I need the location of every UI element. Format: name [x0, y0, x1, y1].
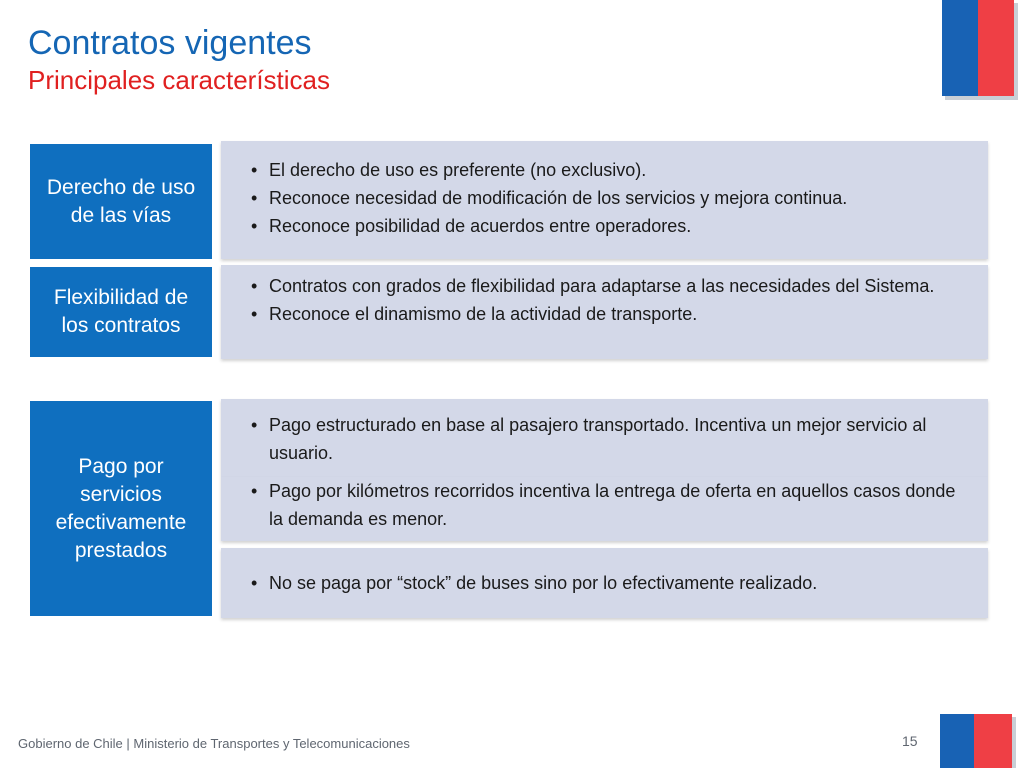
row-label-derecho-de-uso — [30, 144, 212, 259]
bullet-item: • Reconoce el dinamismo de la actividad de transporte. — [251, 301, 958, 327]
bullet-item: • Pago estructurado en base al pasajero transportado. Incentiva un mejor servicio al usuario. — [251, 411, 958, 467]
bullet-item: • El derecho de uso es preferente (no exclusivo). — [251, 156, 958, 184]
row-content-flexibilidad — [221, 265, 988, 359]
bullet-item: • No se paga por “stock” de buses sino por lo efectivamente realizado. — [251, 569, 958, 597]
slide-subtitle: Principales características — [28, 65, 330, 95]
bullet-list — [251, 569, 958, 597]
bullet-list — [251, 273, 958, 327]
row-label-pago-por-servicios — [30, 401, 212, 616]
bullet-list — [251, 411, 958, 467]
footer-text: Gobierno de Chile | Ministerio de Transportes y Telecomunicaciones — [18, 736, 410, 751]
row-label-text: Flexibilidad de los contratos — [53, 286, 189, 337]
row-label-flexibilidad — [30, 267, 212, 357]
bullet-list — [251, 156, 958, 240]
chile-flag-logo-top — [942, 0, 1018, 100]
bullet-item: • Contratos con grados de flexibilidad para adaptarse a las necesidades del Sistema. — [251, 273, 958, 299]
row-content-derecho-de-uso — [221, 141, 988, 259]
bullet-item: • Reconoce necesidad de modificación de los servicios y mejora continua. — [251, 184, 958, 212]
bullet-item: • Pago por kilómetros recorridos incentiva la entrega de oferta en aquellos casos donde la demanda es menor. — [251, 477, 958, 533]
row-label-text: Pago por servicios efectivamente prestados — [55, 454, 187, 562]
row-content-pago-1 — [221, 399, 988, 477]
row-content-pago-3 — [221, 548, 988, 618]
bullet-item: • Reconoce posibilidad de acuerdos entre operadores. — [251, 212, 958, 240]
row-content-pago-2 — [221, 477, 988, 541]
page-number: 15 — [902, 733, 918, 749]
bullet-list — [251, 477, 958, 533]
slide-title: Contratos vigentes — [28, 24, 312, 62]
chile-flag-logo-bottom — [940, 714, 1016, 768]
row-label-text: Derecho de uso de las vías — [46, 175, 196, 227]
